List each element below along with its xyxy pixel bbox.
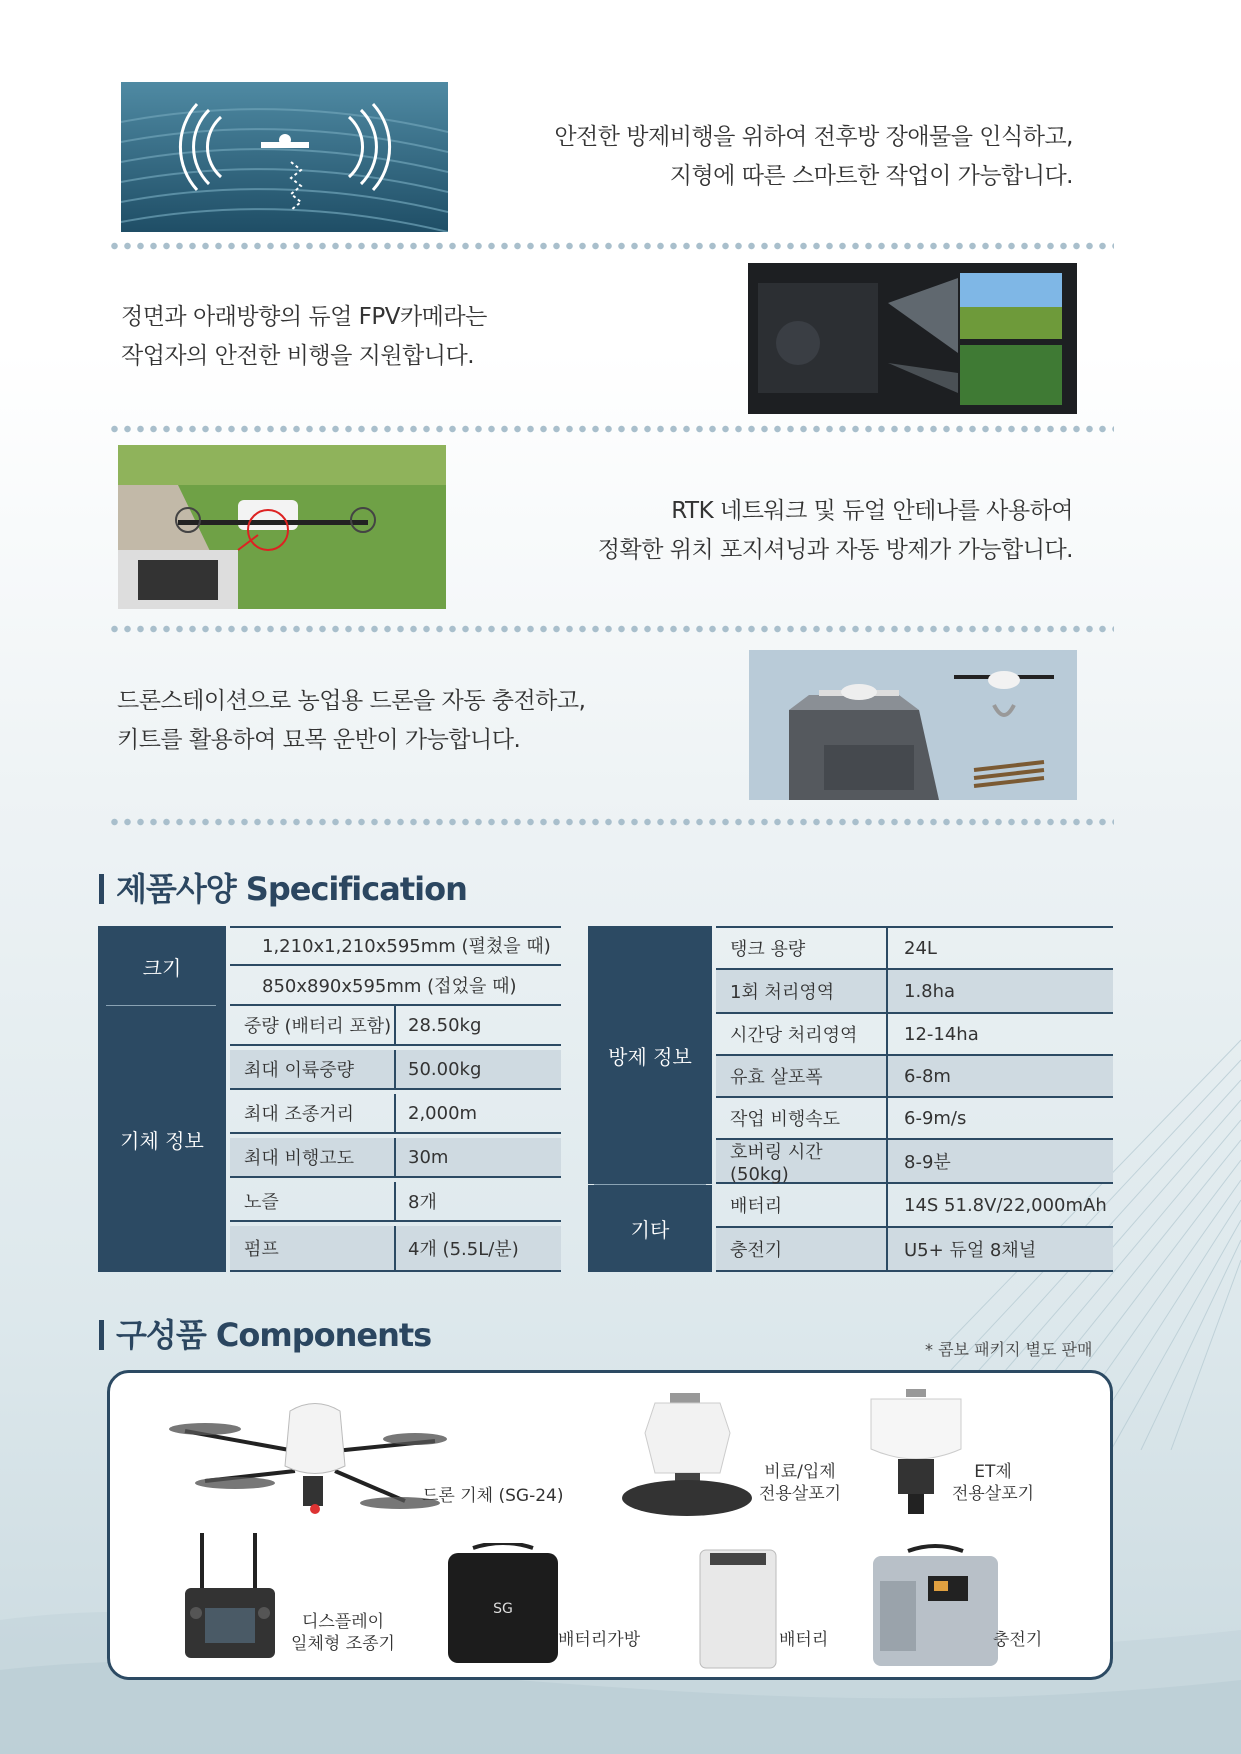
drone-station-image (749, 650, 1077, 800)
battery-bag-image (443, 1543, 563, 1668)
fertilizer-spreader-image (620, 1393, 755, 1523)
dotted-divider (108, 625, 1114, 633)
comp-label-fertilizer: 비료/입제 전용살포기 (758, 1462, 842, 1504)
combo-note: * 콤보 패키지 별도 판매 (925, 1340, 1093, 1359)
spec-row: 충전기 U5+ 듀얼 8채널 (716, 1228, 1113, 1272)
spec-row: 탱크 용량 24L (716, 928, 1113, 970)
comp-label-drone: 드론 기체 (SG-24) (422, 1486, 564, 1506)
feature-1-text: 안전한 방제비행을 위하여 전후방 장애물을 인식하고, 지형에 따른 스마트한 작업이 가능합니다. (554, 124, 1073, 189)
spec-size-row: 1,210x1,210x595mm (펼쳤을 때) (230, 926, 561, 966)
spec-row: 호버링 시간 (50kg) 8-9분 (716, 1140, 1113, 1184)
spec-row: 작업 비행속도 6-9m/s (716, 1098, 1113, 1140)
spec-row: 최대 이륙중량 50.00kg (230, 1050, 561, 1090)
dotted-divider (108, 242, 1114, 250)
spec-cat-spray: 방제 정보 (588, 926, 712, 1184)
spec-row: 유효 살포폭 6-8m (716, 1056, 1113, 1098)
spec-row: 최대 비행고도 30m (230, 1138, 561, 1178)
spec-cat-size: 크기 (98, 926, 226, 1006)
components-box (107, 1370, 1113, 1680)
spec-row: 시간당 처리영역 12-14ha (716, 1014, 1113, 1056)
spec-row: 펌프 4개 (5.5L/분) (230, 1226, 561, 1272)
dotted-divider (108, 818, 1114, 826)
title-bar (99, 1320, 104, 1350)
spec-row: 노즐 8개 (230, 1182, 561, 1222)
spec-row: 1회 처리영역 1.8ha (716, 970, 1113, 1014)
comp-label-charger: 충전기 (993, 1630, 1043, 1650)
charger-image (868, 1541, 1003, 1671)
spec-row: 중량 (배터리 포함) 28.50kg (230, 1006, 561, 1046)
feature-4-text: 드론스테이션으로 농업용 드론을 자동 충전하고, 키트를 활용하여 묘목 운반이 가능합니다. (117, 688, 586, 753)
comp-label-et: ET제 전용살포기 (951, 1462, 1035, 1504)
controller-image (180, 1533, 280, 1663)
feature-2-text: 정면과 아래방향의 듀얼 FPV카메라는 작업자의 안전한 비행을 지원합니다. (121, 304, 487, 369)
feature-3-text: RTK 네트워크 및 듀얼 안테나를 사용하여 정확한 위치 포지셔닝과 자동 방제가 가능합니다. (597, 498, 1073, 563)
rtk-drone-image (118, 445, 446, 609)
spec-size-row: 850x890x595mm (접었을 때) (230, 966, 561, 1006)
spec-row: 최대 조종거리 2,000m (230, 1094, 561, 1134)
spec-cat-body: 기체 정보 (98, 1006, 226, 1272)
comp-label-battery-bag: 배터리가방 (558, 1630, 641, 1650)
comp-label-battery: 배터리 (779, 1630, 829, 1650)
title-bar (99, 874, 104, 904)
drone-body-image (165, 1391, 465, 1541)
dotted-divider (108, 425, 1114, 433)
bag-logo: SG (493, 1601, 513, 1617)
terrain-sensing-image (121, 82, 448, 232)
battery-image (698, 1545, 778, 1670)
spec-title: 제품사양 Specification (99, 864, 467, 910)
components-title: 구성품 Components (99, 1310, 431, 1356)
spec-cat-etc: 기타 (588, 1185, 712, 1272)
comp-label-controller: 디스플레이 일체형 조종기 (291, 1612, 395, 1654)
fpv-camera-image (748, 263, 1077, 414)
spec-row: 배터리 14S 51.8V/22,000mAh (716, 1184, 1113, 1228)
